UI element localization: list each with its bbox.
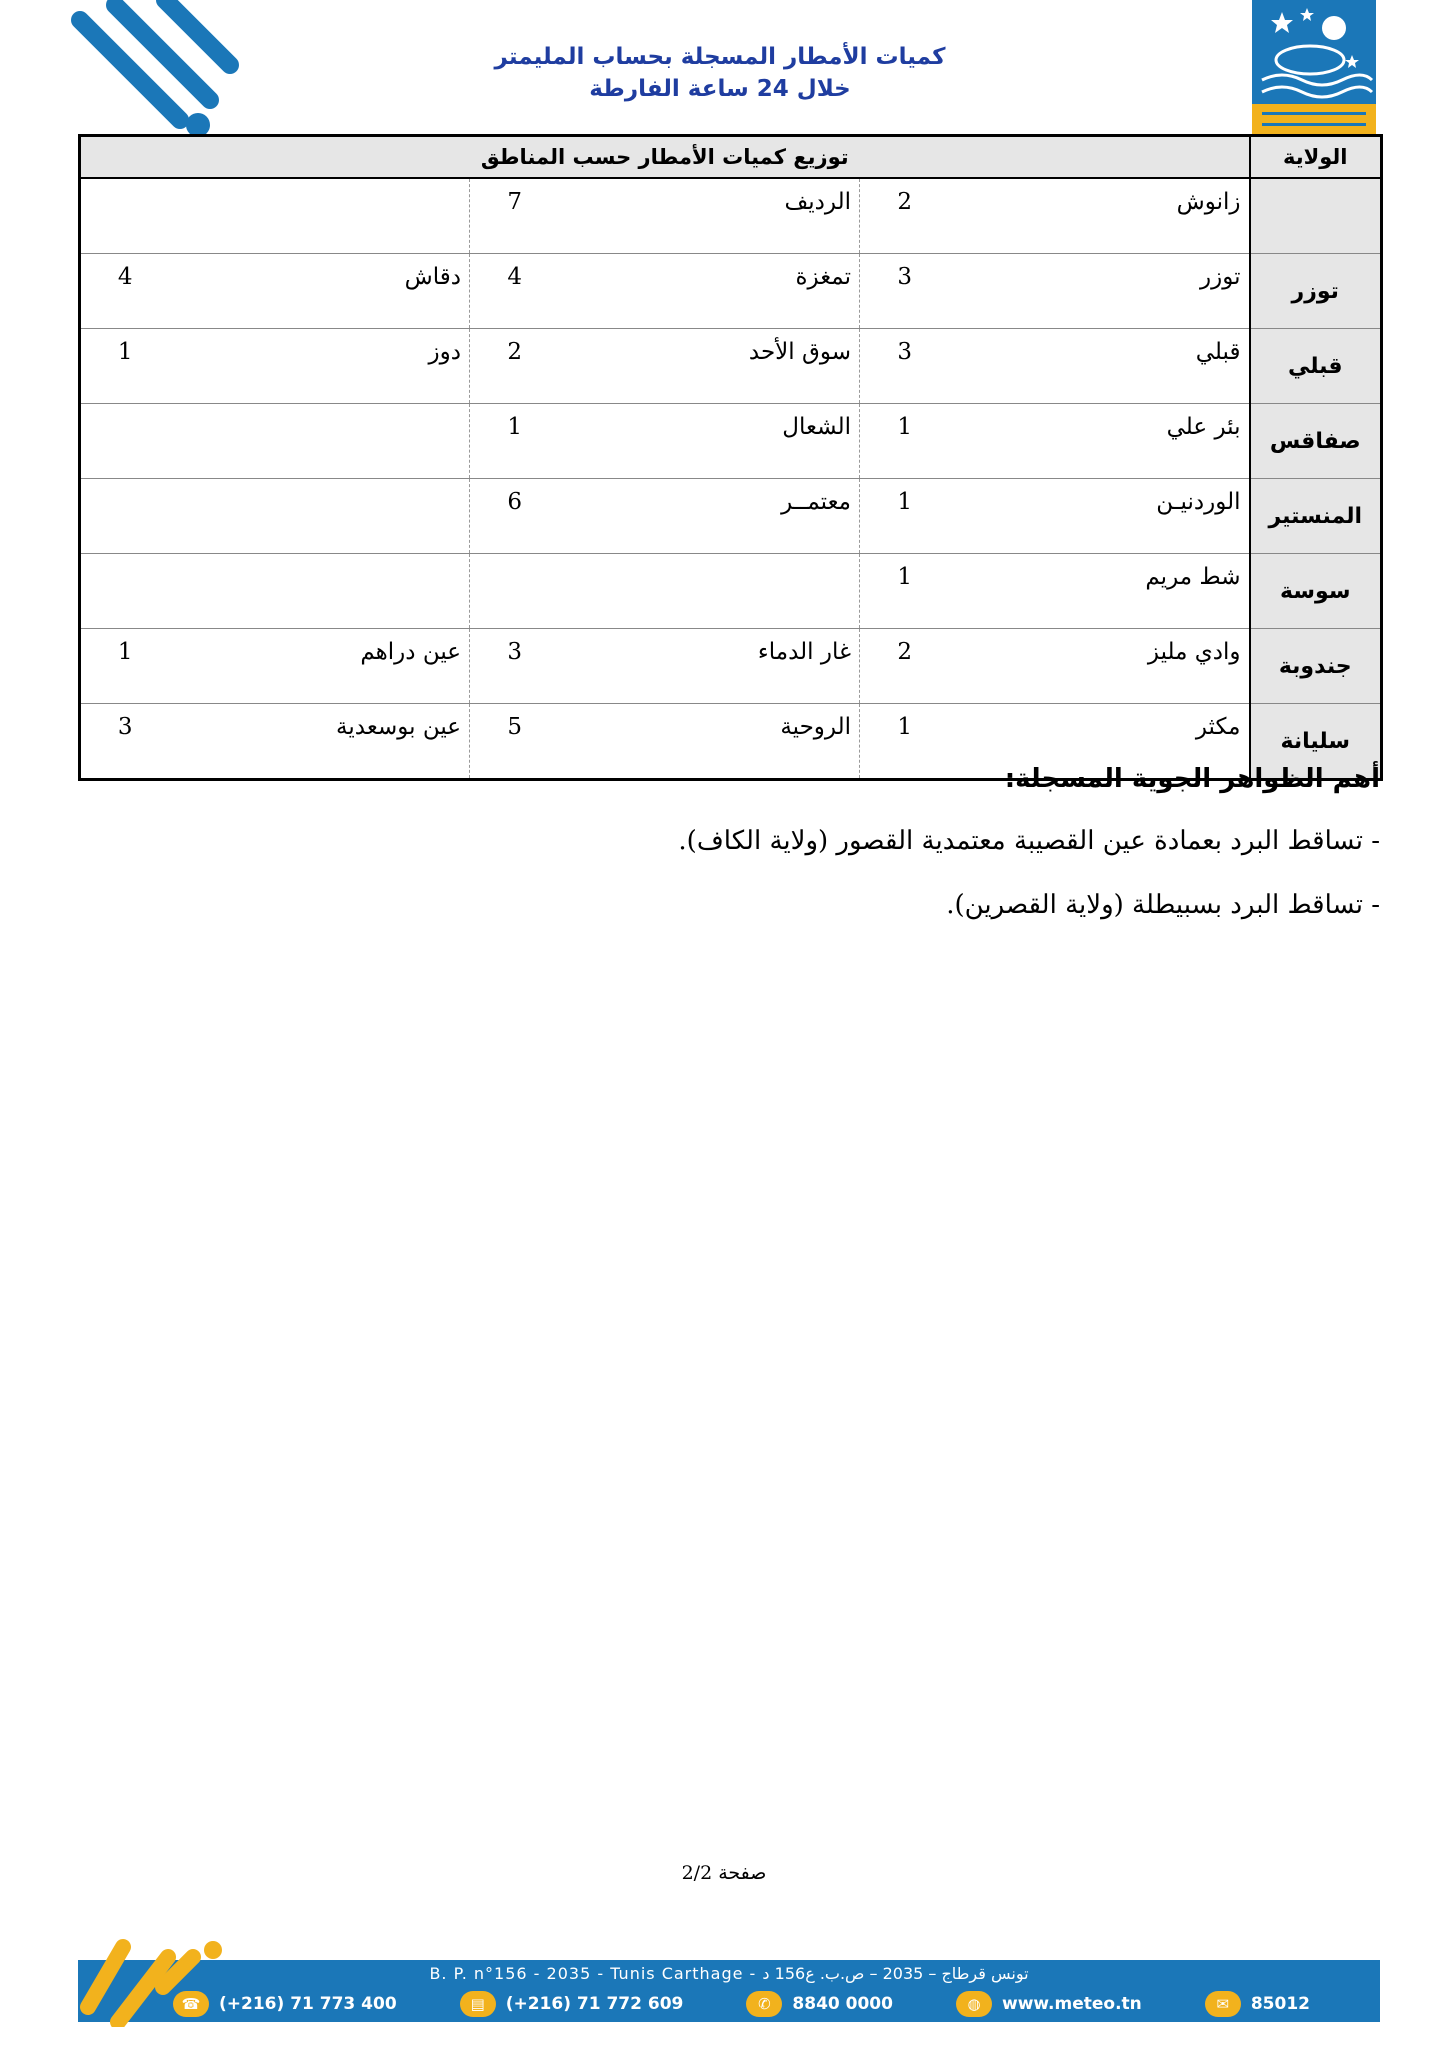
hotline-icon: ✆ xyxy=(746,1991,782,2017)
rain-value: 2 xyxy=(860,629,950,704)
rain-value: 5 xyxy=(470,704,560,780)
rain-value: 3 xyxy=(470,629,560,704)
rain-value: 3 xyxy=(860,329,950,404)
rain-value: 6 xyxy=(470,479,560,554)
table-row xyxy=(80,479,1382,554)
globe-icon: ◍ xyxy=(956,1991,992,2017)
footer-hotline xyxy=(746,1991,893,2017)
phone-icon: ☎ xyxy=(173,1991,209,2017)
station-name: الروحية xyxy=(560,704,860,780)
station-name xyxy=(170,404,470,479)
station-name: بئر علي xyxy=(950,404,1250,479)
station-name: توزر xyxy=(950,254,1250,329)
table-row xyxy=(80,629,1382,704)
governorate-cell: صفاقس xyxy=(1250,404,1382,479)
station-name: عين دراهم xyxy=(170,629,470,704)
rain-value xyxy=(470,554,560,629)
governorate-cell: جندوبة xyxy=(1250,629,1382,704)
rainfall-table xyxy=(78,134,1383,781)
sms-icon: ✉ xyxy=(1205,1991,1241,2017)
governorate-cell: سوسة xyxy=(1250,554,1382,629)
page-number: صفحة 2/2 xyxy=(681,1862,767,1884)
header-stripes-decoration xyxy=(70,0,240,140)
footer-contacts xyxy=(173,1990,1310,2018)
rain-value: 1 xyxy=(860,704,950,780)
phenomena-item: - تساقط البرد بعمادة عين القصيبة معتمدية القصور (ولاية الكاف). xyxy=(678,826,1380,856)
station-name: عين بوسعدية xyxy=(170,704,470,780)
table-row xyxy=(80,254,1382,329)
station-name: غار الدماء xyxy=(560,629,860,704)
station-name: معتمــر xyxy=(560,479,860,554)
governorate-cell: قبلي xyxy=(1250,329,1382,404)
header-distribution: توزيع كميات الأمطار حسب المناطق xyxy=(80,136,1250,179)
hotline-number: 8840 0000 xyxy=(792,1994,893,2014)
rain-value: 1 xyxy=(80,629,170,704)
table-row xyxy=(80,329,1382,404)
rain-value: 3 xyxy=(80,704,170,780)
phenomena-section xyxy=(678,764,1380,954)
website-link[interactable]: www.meteo.tn xyxy=(1002,1994,1142,2014)
station-name: سوق الأحد xyxy=(560,329,860,404)
governorate-cell: سليانة xyxy=(1250,704,1382,780)
governorate-cell: توزر xyxy=(1250,254,1382,329)
logo-emblem-icon xyxy=(1252,0,1376,104)
station-name xyxy=(170,178,470,254)
rain-value: 1 xyxy=(80,329,170,404)
rain-value: 1 xyxy=(860,554,950,629)
rain-value: 1 xyxy=(860,404,950,479)
station-name: شط مريم xyxy=(950,554,1250,629)
footer-address: B. P. n°156 - 2035 - Tunis Carthage - تونس قرطاج – 2035 – ص.ب. ع156 د xyxy=(429,1964,1029,1983)
fax-icon: ▤ xyxy=(460,1991,496,2017)
station-name: مكثر xyxy=(950,704,1250,780)
logo-band xyxy=(1252,104,1376,134)
station-name: تمغزة xyxy=(560,254,860,329)
station-name: وادي مليز xyxy=(950,629,1250,704)
rain-value: 4 xyxy=(80,254,170,329)
institute-logo xyxy=(1252,0,1376,134)
station-name xyxy=(560,554,860,629)
footer-bar xyxy=(78,1960,1380,2022)
table-row xyxy=(80,178,1382,254)
table-header-row xyxy=(80,136,1382,179)
footer-fax xyxy=(460,1991,684,2017)
station-name: الرديف xyxy=(560,178,860,254)
station-name: الوردنيـن xyxy=(950,479,1250,554)
rain-value: 1 xyxy=(470,404,560,479)
sms-number: 85012 xyxy=(1250,1994,1310,2014)
rain-value xyxy=(80,554,170,629)
header-governorate: الولاية xyxy=(1250,136,1382,179)
station-name xyxy=(170,479,470,554)
rain-value xyxy=(80,404,170,479)
fax-number: (+216) 71 772 609 xyxy=(505,1994,684,2014)
footer-stripes-decoration xyxy=(78,1932,228,2027)
table-row xyxy=(80,554,1382,629)
station-name: زانوش xyxy=(950,178,1250,254)
page-title: كميات الأمطار المسجلة بحساب المليمتر xyxy=(494,44,946,70)
phenomena-item: - تساقط البرد بسبيطلة (ولاية القصرين). xyxy=(946,890,1380,920)
rain-value xyxy=(80,178,170,254)
station-name: الشعال xyxy=(560,404,860,479)
station-name: دقاش xyxy=(170,254,470,329)
table-row xyxy=(80,404,1382,479)
rain-value: 1 xyxy=(860,479,950,554)
footer-website xyxy=(956,1991,1142,2017)
governorate-cell xyxy=(1250,178,1382,254)
station-name xyxy=(170,554,470,629)
page-subtitle: خلال 24 ساعة الفارطة xyxy=(589,76,851,102)
rain-value: 4 xyxy=(470,254,560,329)
phone-number: (+216) 71 773 400 xyxy=(219,1994,397,2014)
rain-value xyxy=(80,479,170,554)
footer-sms xyxy=(1205,1991,1310,2017)
rain-value: 7 xyxy=(470,178,560,254)
rain-value: 2 xyxy=(470,329,560,404)
governorate-cell: المنستير xyxy=(1250,479,1382,554)
station-name: دوز xyxy=(170,329,470,404)
rain-value: 2 xyxy=(860,178,950,254)
rain-value: 3 xyxy=(860,254,950,329)
station-name: قبلي xyxy=(950,329,1250,404)
phenomena-heading: أهم الظواهر الجوية المسجلة: xyxy=(1004,764,1380,794)
